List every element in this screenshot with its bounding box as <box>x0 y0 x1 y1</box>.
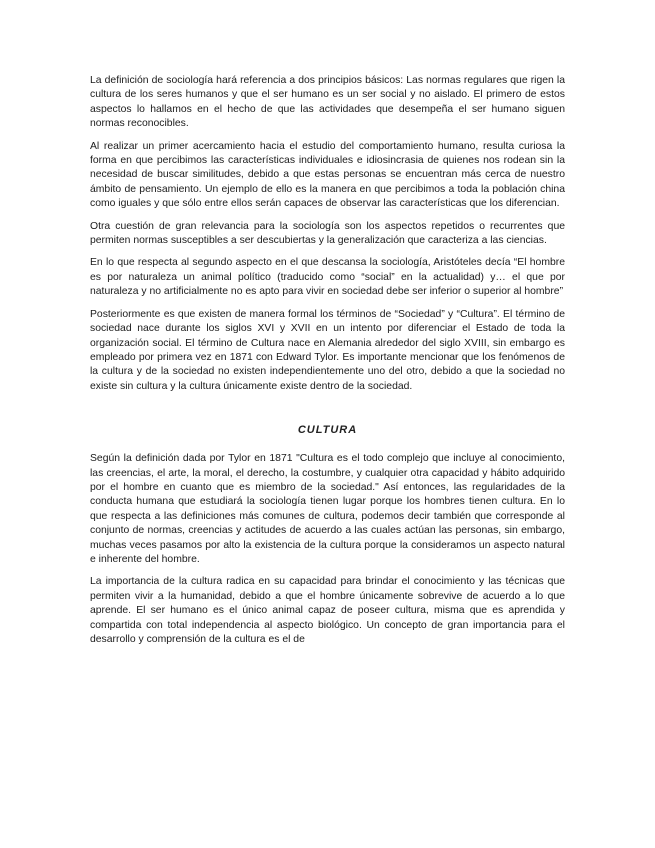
paragraph-importance: La importancia de la cultura radica en su capacidad para brindar el conocimiento y las técnicas que permiten vivir a la humanidad, debido a que el hombre únicamente sobrevive de acuerdo a lo que aprende. El ser humano es el único animal capaz de poseer cultura, misma que es aprendida y compartida con total independencia al aspecto biológico. Un concepto de gran importancia para el desarrollo y comprensión de la cultura es el de <box>90 576 565 645</box>
paragraph-definition: La definición de sociología hará referencia a dos principios básicos: Las normas regulares que rigen la cultura de los seres humanos y que el ser humano es un ser social y no aislado. El primero de estos aspectos lo hallamos en el hecho de que las actividades que desempeña el ser humano siguen normas reconocibles. <box>90 75 565 130</box>
section-heading: CULTURA <box>297 424 358 437</box>
document-page <box>90 74 565 655</box>
paragraph-behavior: Al realizar un primer acercamiento hacia el estudio del comportamiento humano, resulta curiosa la forma en que percibimos las características individuales e idiosincrasia de quienes nos rodean sin la necesidad de buscar similitudes, debido a que estas personas se encuentran más cerca de nuestro ámbito de pensamiento. Un ejemplo de ello es la manera en que percibimos a toda la población china como iguales y que sólo entre ellos serán capaces de observar las características que los diferencian. <box>90 140 565 210</box>
paragraph-tylor: Según la definición dada por Tylor en 1871 "Cultura es el todo complejo que incluye al conocimiento, las creencias, el arte, la moral, el derecho, la costumbre, y cualquier otra capacidad y hábito adquirido por el hombre en cuanto que es miembro de la sociedad." Así entonces, las regularidades de la conducta humana que estudiará la sociología tienen lugar porque los hombres tienen cultura. En lo que respecta a las definiciones más comunes de cultura, podemos decir también que corresponde al conjunto de normas, creencias y actitudes de acuerdo a las cuales actúan las personas, sin embargo, muchas veces pasamos por alto la existencia de la cultura porque la consideramos un aspecto natural e inherente del hombre. <box>90 453 565 565</box>
paragraph-terms: Posteriormente es que existen de manera formal los términos de “Sociedad” y “Cultura”. El término de sociedad nace durante los siglos XVI y XVII en un intento por diferenciar el Estado de toda la organización social. El término de Cultura nace en Alemania alrededor del siglo XVIII, sin embargo es empleado por primera vez en 1871 con Edward Tylor. Es importante mencionar que los fenómenos de la cultura y de la sociedad no existen independientemente uno del otro, debido a que la sociedad no existe sin cultura y la cultura únicamente existe dentro de la sociedad. <box>90 308 565 392</box>
paragraph-aristotle: En lo que respecta al segundo aspecto en el que descansa la sociología, Aristóteles decía “El hombre es por naturaleza un animal político (traducido como “social” en la actualidad) y… el que por naturaleza y no artificialmente no es apto para vivir en sociedad debe ser inferior o superior al hombre” <box>90 257 565 298</box>
paragraph-relevance: Otra cuestión de gran relevancia para la sociología son los aspectos repetidos o recurrentes que permiten normas susceptibles a ser descubiertas y la generalización que caracteriza a las ciencias. <box>90 220 565 247</box>
